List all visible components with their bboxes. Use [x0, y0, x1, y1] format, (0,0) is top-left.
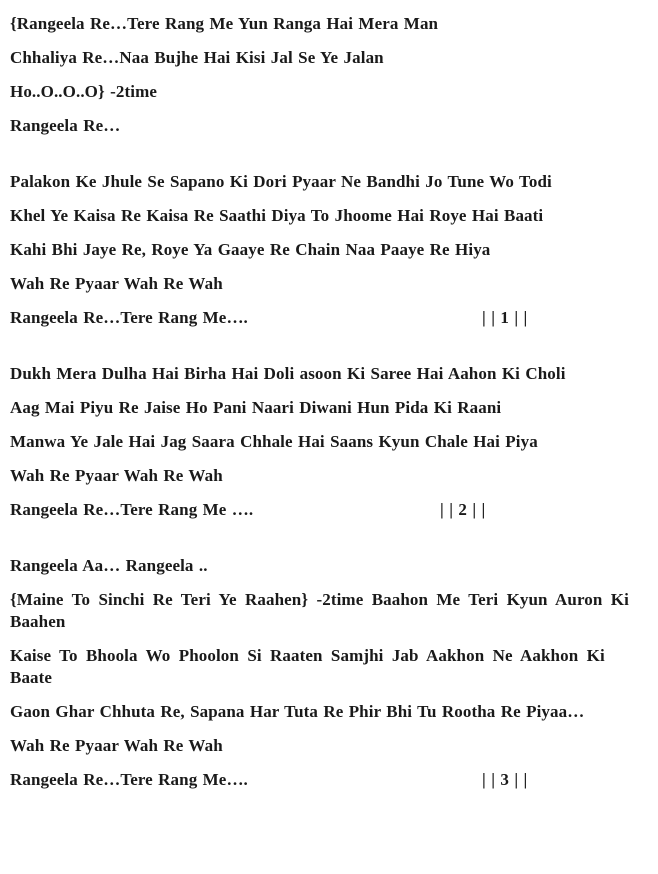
verse2-refrain-row: [10, 499, 650, 521]
verse1-line-1: Palakon Ke Jhule Se Sapano Ki Dori Pyaar Ne Bandhi Jo Tune Wo Todi: [10, 172, 552, 191]
verse3-line-4: Gaon Ghar Chhuta Re, Sapana Har Tuta Re Phir Bhi Tu Rootha Re Piyaa…: [10, 702, 585, 721]
verse3-refrain-row: [10, 769, 650, 791]
verse2-line-3: Manwa Ye Jale Hai Jag Saara Chhale Hai Saans Kyun Chale Hai Piya: [10, 432, 538, 451]
verse1-refrain: Rangeela Re…Tere Rang Me….: [10, 308, 248, 327]
verse1-marker: | | 1 | |: [482, 308, 528, 327]
verse3-line-1: Rangeela Aa… Rangeela ..: [10, 556, 208, 575]
chorus-line-1: {Rangeela Re…Tere Rang Me Yun Ranga Hai Mera Man: [10, 14, 439, 33]
verse1-line-2: Khel Ye Kaisa Re Kaisa Re Saathi Diya To Jhoome Hai Roye Hai Baati: [10, 206, 544, 225]
verse2-line-2: Aag Mai Piyu Re Jaise Ho Pani Naari Diwani Hun Pida Ki Raani: [10, 398, 502, 417]
lyrics-document: [10, 13, 650, 791]
verse1-line-4: Wah Re Pyaar Wah Re Wah: [10, 274, 223, 293]
verse2-line-4: Wah Re Pyaar Wah Re Wah: [10, 466, 223, 485]
verse2-marker: | | 2 | |: [440, 500, 486, 519]
verse3-line-3: Kaise To Bhoola Wo Phoolon Si Raaten Samjhi Jab Aakhon Ne Aakhon Ki Baate: [10, 646, 605, 687]
verse3-line-2: {Maine To Sinchi Re Teri Ye Raahen} -2time Baahon Me Teri Kyun Auron Ki Baahen: [10, 590, 629, 631]
verse2-line-1: Dukh Mera Dulha Hai Birha Hai Doli asoon Ki Saree Hai Aahon Ki Choli: [10, 364, 566, 383]
verse3-line-5: Wah Re Pyaar Wah Re Wah: [10, 736, 223, 755]
chorus-line-4: Rangeela Re…: [10, 116, 121, 135]
verse1-line-3: Kahi Bhi Jaye Re, Roye Ya Gaaye Re Chain Naa Paaye Re Hiya: [10, 240, 491, 259]
chorus-line-3: Ho..O..O..O} -2time: [10, 82, 157, 101]
chorus-line-2: Chhaliya Re…Naa Bujhe Hai Kisi Jal Se Ye Jalan: [10, 48, 384, 67]
verse1-refrain-row: [10, 307, 650, 329]
verse3-marker: | | 3 | |: [482, 770, 528, 789]
verse3-refrain: Rangeela Re…Tere Rang Me….: [10, 770, 248, 789]
verse2-refrain: Rangeela Re…Tere Rang Me ….: [10, 500, 254, 519]
